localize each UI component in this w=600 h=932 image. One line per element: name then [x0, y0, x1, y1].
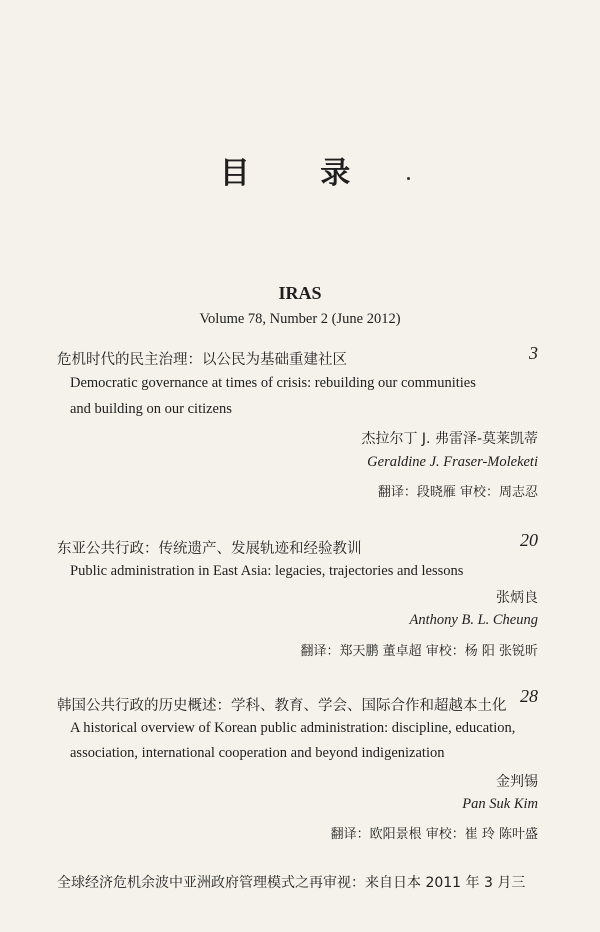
entry-page-number: 20 [520, 530, 538, 550]
entry-en-title-line: and building on our citizens [70, 401, 232, 417]
toc-title: 目 录 [219, 156, 381, 191]
entry-author-zh: 杰拉尔丁 J. 弗雷泽-莫莱凯蒂 [361, 431, 538, 447]
journal-name: IRAS [278, 283, 322, 303]
entry-en-title-line: Democratic governance at times of crisis: rebuilding our communities [70, 375, 476, 391]
entry-author-zh: 张炳良 [496, 590, 538, 606]
entry-author-zh: 金判锡 [496, 774, 538, 790]
entry-page-number: 28 [520, 686, 538, 706]
entry-zh-title: 危机时代的民主治理：以公民为基础重建社区 [57, 352, 347, 368]
entry-author-en: Geraldine J. Fraser-Moleketi [367, 454, 538, 470]
entry-en-title-line: Public administration in East Asia: legacies, trajectories and lessons [70, 563, 464, 579]
entry-credits: 翻译：段晓雁 审校：周志忍 [377, 485, 538, 500]
entry-en-title-line: association, international cooperation and beyond indigenization [70, 745, 445, 761]
entry-credits: 翻译：郑天鹏 董卓超 审校：杨 阳 张锐昕 [300, 644, 538, 659]
entry-zh-title-partial: 全球经济危机余波中亚洲政府管理模式之再审视：来自日本 2011 年 3 月三 [57, 875, 526, 891]
entry-zh-title: 东亚公共行政：传统遗产、发展轨迹和经验教训 [57, 541, 362, 557]
entry-page-number: 3 [529, 343, 538, 363]
entry-author-en: Pan Suk Kim [462, 796, 538, 812]
entry-en-title-line: A historical overview of Korean public administration: discipline, education, [70, 720, 516, 736]
entry-zh-title: 韩国公共行政的历史概述：学科、教育、学会、国际合作和超越本土化 [57, 698, 507, 714]
entry-credits: 翻译：欧阳景根 审校：崔 玲 陈叶盛 [330, 827, 538, 842]
journal-volume: Volume 78, Number 2 (June 2012) [199, 311, 401, 327]
ink-dot [407, 177, 410, 180]
entry-author-en: Anthony B. L. Cheung [409, 612, 538, 628]
